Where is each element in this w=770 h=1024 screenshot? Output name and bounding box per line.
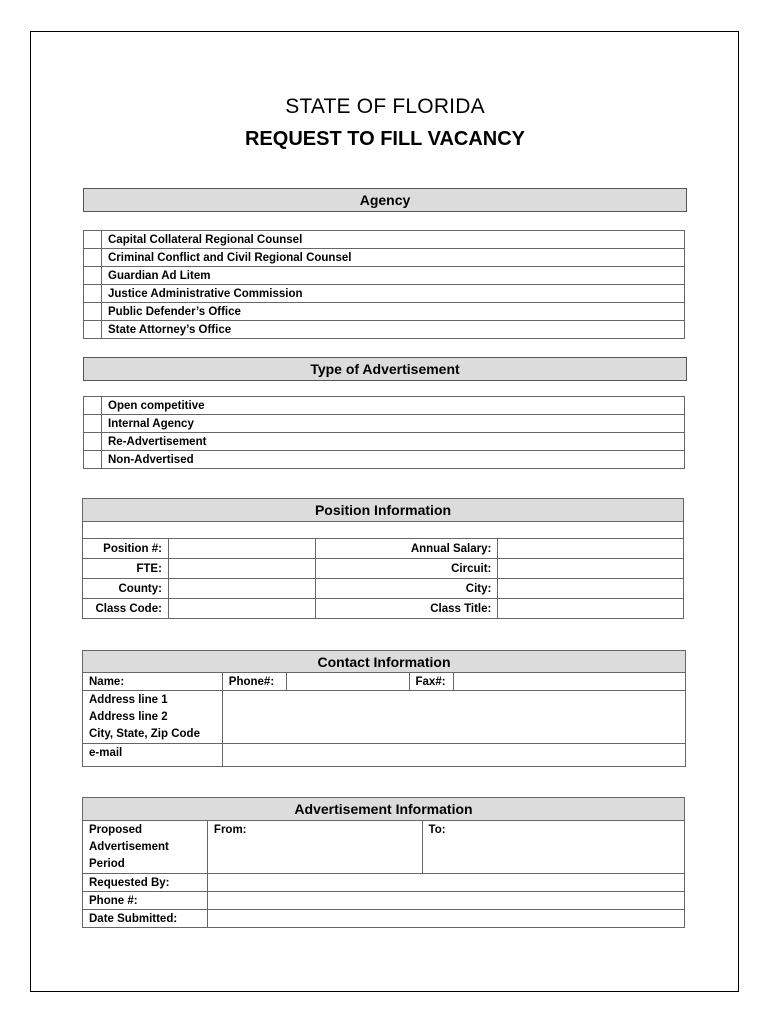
agency-checkbox[interactable] [84, 285, 102, 303]
class-code-label: Class Code: [83, 599, 169, 619]
contact-section-header: Contact Information [83, 651, 686, 673]
requested-by-field[interactable] [207, 874, 684, 892]
fax-field[interactable] [453, 673, 686, 691]
form-title: REQUEST TO FILL VACANCY [244, 128, 526, 150]
ad-type-option: Internal Agency [102, 415, 685, 433]
class-title-field[interactable] [498, 599, 684, 619]
position-number-field[interactable] [168, 539, 315, 559]
agency-option: Justice Administrative Commission [102, 285, 685, 303]
agency-option: State Attorney’s Office [102, 321, 685, 339]
phone-field[interactable] [286, 673, 409, 691]
to-field[interactable]: To: [422, 821, 684, 874]
ad-type-checkbox[interactable] [84, 451, 102, 469]
ad-type-option: Open competitive [102, 397, 685, 415]
annual-salary-field[interactable] [498, 539, 684, 559]
class-title-label: Class Title: [315, 599, 498, 619]
advert-info-table [82, 797, 685, 928]
requested-by-label: Requested By: [83, 874, 208, 892]
position-table [82, 498, 684, 619]
address-line2-label: Address line 2 [89, 711, 168, 723]
fte-label: FTE: [83, 559, 169, 579]
advert-info-section-header: Advertisement Information [83, 798, 685, 821]
address-field[interactable] [222, 691, 685, 744]
address-line1-label: Address line 1 [89, 694, 168, 706]
annual-salary-label: Annual Salary: [315, 539, 498, 559]
city-label: City: [315, 579, 498, 599]
agency-option: Capital Collateral Regional Counsel [102, 231, 685, 249]
date-submitted-field[interactable] [207, 910, 684, 928]
contact-table [82, 650, 686, 767]
position-spacer-row [83, 522, 684, 539]
from-field[interactable]: From: [207, 821, 422, 874]
agency-checkbox[interactable] [84, 303, 102, 321]
email-label: e-mail [83, 744, 223, 767]
state-heading: STATE OF FLORIDA [285, 95, 485, 118]
agency-checkbox[interactable] [84, 267, 102, 285]
agency-option: Guardian Ad Litem [102, 267, 685, 285]
advert-phone-field[interactable] [207, 892, 684, 910]
ad-type-checkbox[interactable] [84, 433, 102, 451]
ad-type-table [83, 396, 685, 469]
county-label: County: [83, 579, 169, 599]
position-number-label: Position #: [83, 539, 169, 559]
circuit-label: Circuit: [315, 559, 498, 579]
county-field[interactable] [168, 579, 315, 599]
agency-checkbox[interactable] [84, 231, 102, 249]
phone-label: Phone#: [222, 673, 286, 691]
ad-type-checkbox[interactable] [84, 415, 102, 433]
ad-type-option: Re-Advertisement [102, 433, 685, 451]
advert-phone-label: Phone #: [83, 892, 208, 910]
fax-label: Fax#: [409, 673, 453, 691]
ad-type-option: Non-Advertised [102, 451, 685, 469]
agency-table [83, 230, 685, 339]
agency-option: Criminal Conflict and Civil Regional Counsel [102, 249, 685, 267]
agency-checkbox[interactable] [84, 249, 102, 267]
email-field[interactable] [222, 744, 685, 767]
agency-checkbox[interactable] [84, 321, 102, 339]
position-section-header: Position Information [83, 499, 684, 522]
date-submitted-label: Date Submitted: [83, 910, 208, 928]
city-field[interactable] [498, 579, 684, 599]
circuit-field[interactable] [498, 559, 684, 579]
address-line3-label: City, State, Zip Code [89, 728, 200, 740]
agency-option: Public Defender’s Office [102, 303, 685, 321]
fte-field[interactable] [168, 559, 315, 579]
agency-section-header: Agency [83, 188, 687, 212]
proposed-line: Proposed [89, 824, 143, 836]
ad-type-checkbox[interactable] [84, 397, 102, 415]
name-label[interactable]: Name: [83, 673, 223, 691]
proposed-period-label [83, 821, 208, 874]
class-code-field[interactable] [168, 599, 315, 619]
address-labels [83, 691, 223, 744]
proposed-line: Period [89, 858, 125, 870]
ad-type-section-header: Type of Advertisement [83, 357, 687, 381]
proposed-line: Advertisement [89, 841, 169, 853]
